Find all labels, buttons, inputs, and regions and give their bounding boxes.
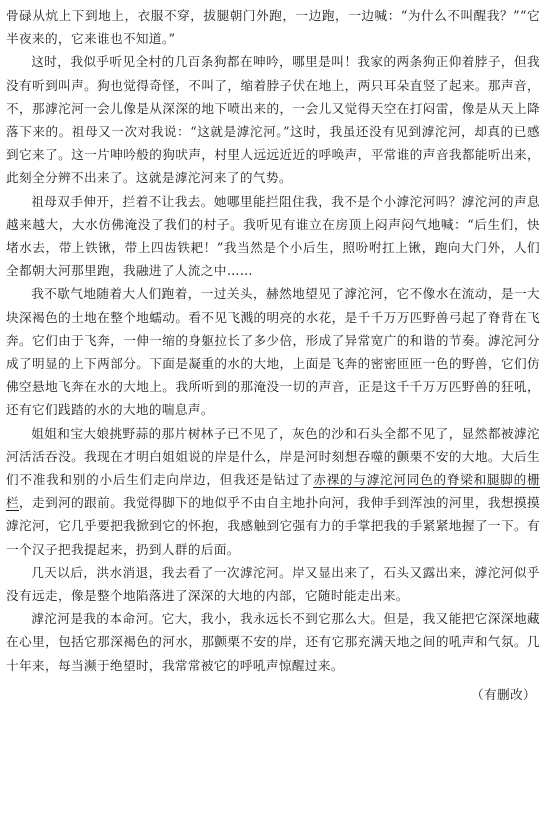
paragraph-3: 祖母双手伸开，拦着不让我去。她哪里能拦阻住我，我不是个小滹沱河吗？滹沱河的声息越来越大，大水仿佛淹没了我们的村子。我听见有谁立在房顶上闷声闷气地喊：“后生们，快堵水去，带上铁锹，带上四齿铁耙！”我当然是个小后生，照吩咐扛上锹，跑向大门外，人们全都朝大河那里跑，我融进了人流之中…… xyxy=(6,193,540,279)
paragraph-6: 几天以后，洪水消退，我去看了一次滹沱河。岸又显出来了，石头又露出来，滹沱河似乎没有远走，像是整个地陷落进了深深的大地的内部，它随时能走出来。 xyxy=(6,564,540,604)
paragraph-5-after: ，走到河的跟前。我觉得脚下的地似乎不由自主地扑向河，我伸手到浑浊的河里，我想摸摸滹沱河，它几乎要把我掀到它的怀抱，我感触到它强有力的手掌把我的手紧紧地握了一下。有一个汉子把我提起来，扔到人群的后面。 xyxy=(6,495,540,557)
paragraph-4: 我不歇气地随着大人们跑着，一过关头，赫然地望见了滹沱河，它不像水在流动，是一大块深褐色的土地在整个地蠕动。看不见飞溅的明亮的水花，是千千万万匹野兽弓起了脊背在飞奔。它们由于飞奔，一伸一缩的身躯拉长了多少倍，形成了异常宽广的和谐的节奏。滹沱河分成了明显的上下两部分。下面是凝重的水的大地，上面是飞奔的密密匝匝一色的野兽，它们仿佛空悬地飞奔在水的大地上。我所听到的那淹没一切的声音，正是这千千万万匹野兽的狂吼，还有它们践踏的水的大地的喘息声。 xyxy=(6,286,540,418)
paragraph-5-before: 姐姐和宝大娘挑野蒜的那片树林子已不见了，灰色的沙和石头全都不见了，显然都被滹沱河活活吞没。我现在才明白姐姐说的岸是什么，岸是河时刻想吞噬的颤栗不安的大地。大后生们不准我和别的小后生们走向岸边，但我还是钻过了 xyxy=(6,425,540,488)
paragraph-5 xyxy=(6,422,540,561)
paragraph-2: 这时，我似乎听见全村的几百条狗都在呻吟，哪里是叫！我家的两条狗正仰着脖子，但我没有听到叫声。狗也觉得奇怪，不叫了，缩着脖子伏在地上，两只耳朵直竖了起来。那声音，不，那滹沱河一会儿像是从深深的地下喷出来的，一会儿又觉得天空在打闷雷，像是从天上降落下来的。祖母又一次对我说：“这就是滹沱河。”这时，我虽还没有见到滹沱河，却真的已感到它来了。这一片呻吟般的狗吠声，村里人远远近近的呼唤声，平常谁的声音我都能听出来，此刻全分辨不出来了。这就是滹沱河来了的气势。 xyxy=(6,54,540,186)
paragraph-1: 骨碌从炕上下到地上，衣服不穿，拔腿朝门外跑，一边跑，一边喊：“为什么不叫醒我？”“它半夜来的，它来谁也不知道。” xyxy=(6,8,540,47)
paragraph-7: 滹沱河是我的本命河。它大，我小，我永远长不到它那么大。但是，我又能把它深深地藏在心里，包括它那深褐色的河水，那颤栗不安的岸，还有它那充满天地之间的吼声和气氛。几十年来，每当濒于绝望时，我常常被它的呼吼声惊醒过来。 xyxy=(6,611,540,673)
abridged-note: （有删改） xyxy=(471,686,536,702)
underlined-phrase: 赤裸的与滹沱河同色的脊梁和腿脚的栅栏 xyxy=(6,472,540,511)
